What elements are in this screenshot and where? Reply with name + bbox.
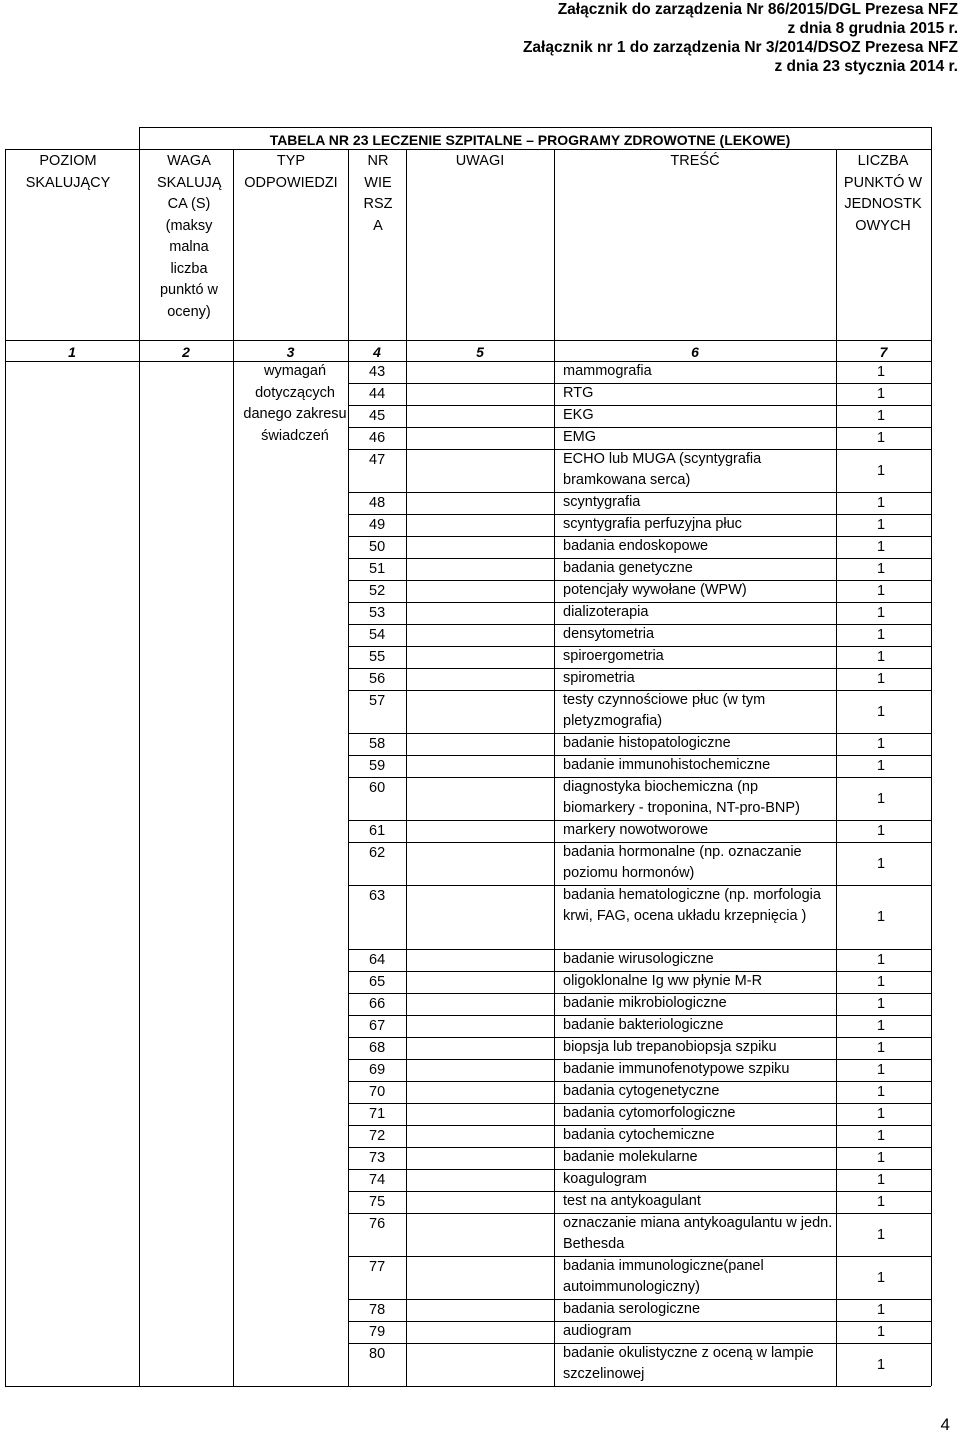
row-points: 1 <box>877 1270 886 1286</box>
row-tresc: EKG <box>563 407 594 423</box>
row-nr: 74 <box>369 1172 386 1188</box>
row-nr: 54 <box>369 627 386 643</box>
row-nr: 72 <box>369 1128 386 1144</box>
row-border <box>348 492 931 493</box>
row-nr: 79 <box>369 1324 386 1340</box>
row-border <box>348 1015 931 1016</box>
column-border-5 <box>554 149 555 1386</box>
row-nr: 63 <box>369 888 386 904</box>
column-header-poziom: POZIOM SKALUJĄCY <box>25 153 111 191</box>
row-points: 1 <box>877 1194 886 1210</box>
row-border <box>348 733 931 734</box>
row-tresc: mammografia <box>563 363 652 379</box>
row-border <box>348 949 931 950</box>
row-points: 1 <box>877 1084 886 1100</box>
row-nr: 60 <box>369 780 386 796</box>
row-tresc: testy czynnościowe płuc (w tym pletyzmografia) <box>563 692 766 729</box>
row-tresc: EMG <box>563 429 597 445</box>
row-nr: 47 <box>369 452 386 468</box>
row-points: 1 <box>877 791 886 807</box>
row-points: 1 <box>877 1128 886 1144</box>
row-nr: 68 <box>369 1040 386 1056</box>
row-tresc: densytometria <box>563 626 655 642</box>
row-nr: 76 <box>369 1216 386 1232</box>
row-points: 1 <box>877 386 886 402</box>
header-line-1: Załącznik do zarządzenia Nr 86/2015/DGL Prezesa NFZ <box>557 1 958 18</box>
row-border <box>348 427 931 428</box>
column-border-3 <box>348 149 349 1386</box>
row-tresc: badania immunologiczne(panel autoimmunologiczny) <box>563 1258 764 1295</box>
row-border <box>348 1321 931 1322</box>
row-tresc: badanie molekularne <box>563 1149 698 1165</box>
row-points: 1 <box>877 1106 886 1122</box>
row-points: 1 <box>877 1324 886 1340</box>
row-tresc: badania genetyczne <box>563 560 693 576</box>
row-nr: 51 <box>369 561 386 577</box>
row-nr: 70 <box>369 1084 386 1100</box>
row-points: 1 <box>877 856 886 872</box>
table-right-border <box>931 127 932 1386</box>
column-number-5: 5 <box>476 344 484 360</box>
row-nr: 48 <box>369 495 386 511</box>
row-nr: 53 <box>369 605 386 621</box>
row-nr: 61 <box>369 823 386 839</box>
row-points: 1 <box>877 408 886 424</box>
column-border-2 <box>233 149 234 1386</box>
row-border <box>348 1299 931 1300</box>
row-border <box>348 1343 931 1344</box>
row-tresc: badanie okulistyczne z oceną w lampie szczelinowej <box>563 1345 814 1382</box>
table-top-border <box>139 127 931 128</box>
row-border <box>348 383 931 384</box>
row-tresc: scyntygrafia <box>563 494 641 510</box>
column-header-waga: WAGA SKALUJĄ CA (S) (maksy malna liczba punktó w oceny) <box>157 153 222 320</box>
page-number: 4 <box>940 1415 950 1434</box>
row-tresc: RTG <box>563 385 594 401</box>
row-nr: 57 <box>369 693 386 709</box>
row-nr: 66 <box>369 996 386 1012</box>
row-tresc: markery nowotworowe <box>563 822 709 838</box>
table-title: TABELA NR 23 LECZENIE SZPITALNE – PROGRAMY ZDROWOTNE (LEKOWE) <box>269 132 791 148</box>
row-tresc: potencjały wywołane (WPW) <box>563 582 747 598</box>
row-border <box>348 1213 931 1214</box>
row-points: 1 <box>877 1357 886 1373</box>
row-border <box>348 536 931 537</box>
row-nr: 80 <box>369 1346 386 1362</box>
row-border <box>348 1169 931 1170</box>
row-nr: 75 <box>369 1194 386 1210</box>
column-header-liczba: LICZBA PUNKTÓ W JEDNOSTK OWYCH <box>843 153 923 234</box>
header-line-4: z dnia 23 stycznia 2014 r. <box>774 58 958 75</box>
row-border <box>348 558 931 559</box>
row-tresc: badanie immunohistochemiczne <box>563 757 771 773</box>
column-number-1: 1 <box>68 344 76 360</box>
column-header-nr: NR WIE RSZ A <box>363 153 393 234</box>
row-tresc: badanie wirusologiczne <box>563 951 714 967</box>
row-nr: 69 <box>369 1062 386 1078</box>
header-bottom-border <box>5 340 931 341</box>
row-points: 1 <box>877 1150 886 1166</box>
column-number-2: 2 <box>182 344 190 360</box>
response-type-text: wymagań dotyczących danego zakresu świadczeń <box>243 363 347 444</box>
row-tresc: badania cytomorfologiczne <box>563 1105 736 1121</box>
row-nr: 50 <box>369 539 386 555</box>
row-border <box>348 1081 931 1082</box>
row-border <box>348 624 931 625</box>
row-nr: 67 <box>369 1018 386 1034</box>
row-points: 1 <box>877 430 886 446</box>
column-number-7: 7 <box>879 344 888 360</box>
table-top-border-left <box>5 149 139 150</box>
row-points: 1 <box>877 996 886 1012</box>
row-border <box>348 777 931 778</box>
header-line-2: z dnia 8 grudnia 2015 r. <box>787 20 958 37</box>
row-nr: 77 <box>369 1259 386 1275</box>
row-border <box>348 602 931 603</box>
row-points: 1 <box>877 758 886 774</box>
row-points: 1 <box>877 823 886 839</box>
row-tresc: badania cytogenetyczne <box>563 1083 720 1099</box>
row-tresc: koagulogram <box>563 1171 647 1187</box>
row-points: 1 <box>877 364 886 380</box>
row-border <box>348 646 931 647</box>
row-tresc: diagnostyka biochemiczna (np biomarkery - troponina, NT-pro-BNP) <box>563 779 800 816</box>
row-points: 1 <box>877 1040 886 1056</box>
row-border <box>348 668 931 669</box>
row-nr: 59 <box>369 758 386 774</box>
row-tresc: badania hematologiczne (np. morfologia krwi, FAG, ocena układu krzepnięcia ) <box>563 887 821 924</box>
row-border <box>348 449 931 450</box>
column-number-3: 3 <box>286 344 295 360</box>
table-bottom-border <box>5 1386 931 1387</box>
row-border <box>348 1059 931 1060</box>
row-nr: 78 <box>369 1302 386 1318</box>
row-tresc: dializoterapia <box>563 604 649 620</box>
row-points: 1 <box>877 605 886 621</box>
row-border <box>348 1256 931 1257</box>
row-nr: 49 <box>369 517 386 533</box>
row-tresc: badanie bakteriologiczne <box>563 1017 724 1033</box>
row-border <box>348 842 931 843</box>
row-border <box>348 1125 931 1126</box>
row-points: 1 <box>877 671 886 687</box>
row-tresc: ECHO lub MUGA (scyntygrafia bramkowana serca) <box>563 451 762 488</box>
row-border <box>348 755 931 756</box>
row-points: 1 <box>877 1062 886 1078</box>
row-points: 1 <box>877 583 886 599</box>
row-points: 1 <box>877 561 886 577</box>
header-line-3: Załącznik nr 1 do zarządzenia Nr 3/2014/DSOZ Prezesa NFZ <box>522 39 958 56</box>
row-nr: 43 <box>369 364 386 380</box>
row-tresc: spiroergometria <box>563 648 664 664</box>
row-points: 1 <box>877 1018 886 1034</box>
column-number-4: 4 <box>373 344 381 360</box>
row-nr: 65 <box>369 974 386 990</box>
row-border <box>348 1103 931 1104</box>
row-points: 1 <box>877 1172 886 1188</box>
row-nr: 64 <box>369 952 386 968</box>
row-tresc: oznaczanie miana antykoagulantu w jedn. Bethesda <box>563 1215 833 1252</box>
column-border-6 <box>836 149 837 1386</box>
row-nr: 55 <box>369 649 386 665</box>
row-tresc: badanie immunofenotypowe szpiku <box>563 1061 790 1077</box>
row-points: 1 <box>877 736 886 752</box>
row-points: 1 <box>877 952 886 968</box>
column-border-4 <box>406 149 407 1386</box>
row-points: 1 <box>877 649 886 665</box>
table-left-border <box>5 149 6 1386</box>
column-header-typ: TYP ODPOWIEDZI <box>244 153 338 191</box>
column-header-tresc: TREŚĆ <box>670 153 720 169</box>
row-points: 1 <box>877 909 886 925</box>
row-tresc: badania serologiczne <box>563 1301 701 1317</box>
row-nr: 52 <box>369 583 386 599</box>
row-tresc: badania cytochemiczne <box>563 1127 715 1143</box>
column-border-1 <box>139 127 140 1386</box>
row-tresc: audiogram <box>563 1323 632 1339</box>
row-tresc: biopsja lub trepanobiopsja szpiku <box>563 1039 777 1055</box>
row-tresc: badanie histopatologiczne <box>563 735 731 751</box>
row-points: 1 <box>877 974 886 990</box>
row-nr: 45 <box>369 408 386 424</box>
row-nr: 73 <box>369 1150 386 1166</box>
row-points: 1 <box>877 495 886 511</box>
row-nr: 58 <box>369 736 386 752</box>
row-tresc: oligoklonalne Ig ww płynie M-R <box>563 973 763 989</box>
column-number-6: 6 <box>691 344 699 360</box>
row-nr: 71 <box>369 1106 386 1122</box>
row-nr: 44 <box>369 386 386 402</box>
row-points: 1 <box>877 704 886 720</box>
row-tresc: badania hormonalne (np. oznaczanie poziomu hormonów) <box>563 844 802 881</box>
row-points: 1 <box>877 627 886 643</box>
row-border <box>348 514 931 515</box>
row-border <box>348 993 931 994</box>
row-border <box>348 885 931 886</box>
row-points: 1 <box>877 1302 886 1318</box>
row-points: 1 <box>877 1227 886 1243</box>
row-points: 1 <box>877 517 886 533</box>
row-border <box>348 405 931 406</box>
row-border <box>348 820 931 821</box>
row-border <box>348 1037 931 1038</box>
row-tresc: scyntygrafia perfuzyjna płuc <box>563 516 742 532</box>
title-bottom-border <box>139 149 931 150</box>
row-border <box>348 690 931 691</box>
row-nr: 46 <box>369 430 386 446</box>
row-nr: 56 <box>369 671 386 687</box>
column-header-uwagi: UWAGI <box>455 153 505 169</box>
row-nr: 62 <box>369 845 386 861</box>
row-border <box>348 580 931 581</box>
number-row-bottom-border <box>5 361 931 362</box>
row-tresc: badania endoskopowe <box>563 538 709 554</box>
row-border <box>348 1191 931 1192</box>
row-tresc: test na antykoagulant <box>563 1193 701 1209</box>
row-border <box>348 1147 931 1148</box>
row-border <box>348 971 931 972</box>
row-points: 1 <box>877 539 886 555</box>
row-points: 1 <box>877 463 886 479</box>
row-tresc: badanie mikrobiologiczne <box>563 995 727 1011</box>
row-tresc: spirometria <box>563 670 635 686</box>
document-header <box>440 0 960 76</box>
